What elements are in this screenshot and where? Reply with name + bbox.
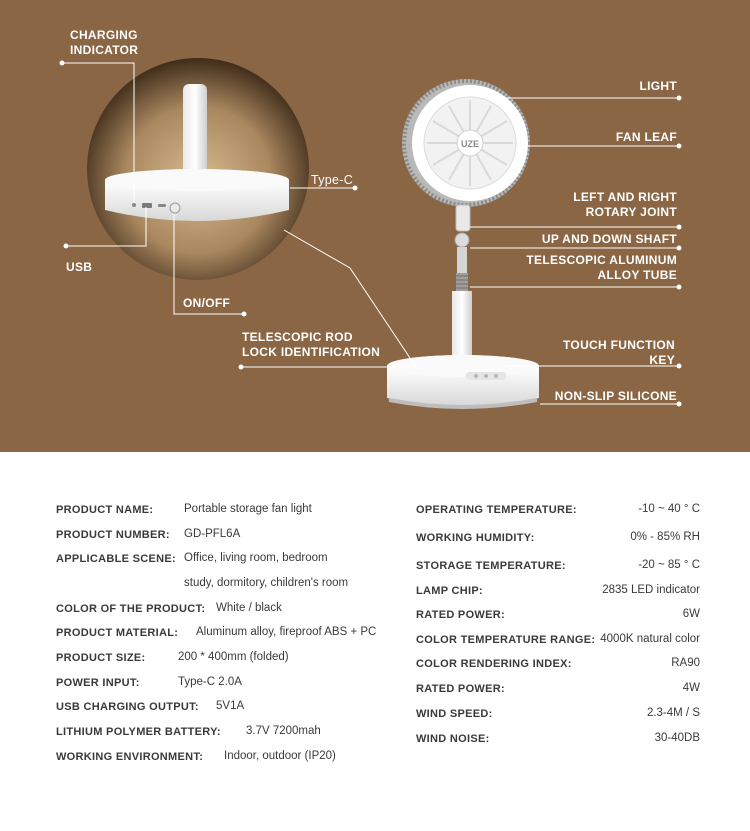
callout-rotary-joint: LEFT AND RIGHT ROTARY JOINT bbox=[573, 190, 677, 219]
spec-label: USB CHARGING OUTPUT: bbox=[56, 701, 199, 713]
power-button-icon bbox=[170, 203, 180, 213]
callout-light: LIGHT bbox=[639, 79, 677, 93]
spec-value: 4000K natural color bbox=[600, 633, 700, 645]
spec-label: RATED POWER: bbox=[416, 609, 505, 621]
rotary-joint bbox=[455, 233, 469, 247]
spec-value: Aluminum alloy, fireproof ABS + PC bbox=[196, 626, 377, 638]
callout-fan-leaf: FAN LEAF bbox=[615, 130, 677, 144]
spec-label: COLOR RENDERING INDEX: bbox=[416, 658, 572, 670]
spec-value: Type-C 2.0A bbox=[178, 676, 242, 688]
spec-label: PRODUCT SIZE: bbox=[56, 652, 146, 664]
spec-label: PRODUCT NUMBER: bbox=[56, 529, 170, 541]
spec-value: 30-40DB bbox=[654, 732, 700, 744]
spec-value: 2835 LED indicator bbox=[602, 584, 700, 596]
spec-value: Indoor, outdoor (IP20) bbox=[224, 750, 336, 762]
spec-label: WIND NOISE: bbox=[416, 733, 490, 745]
spec-label: STORAGE TEMPERATURE: bbox=[416, 560, 566, 572]
spec-table bbox=[0, 452, 750, 831]
callout-up-down-shaft: UP AND DOWN SHAFT bbox=[541, 232, 677, 246]
spec-label: WORKING ENVIRONMENT: bbox=[56, 751, 204, 763]
spec-value: GD-PFL6A bbox=[184, 528, 241, 540]
spec-label: POWER INPUT: bbox=[56, 677, 140, 689]
spec-label: APPLICABLE SCENE: bbox=[56, 553, 176, 565]
spec-label: PRODUCT MATERIAL: bbox=[56, 627, 179, 639]
spec-label: COLOR TEMPERATURE RANGE: bbox=[416, 634, 596, 646]
callout-non-slip: NON-SLIP SILICONE bbox=[554, 389, 677, 403]
spec-value: -20 ~ 85 ° C bbox=[638, 559, 700, 571]
spec-value: Portable storage fan light bbox=[184, 503, 312, 515]
spec-value: 2.3-4M / S bbox=[646, 707, 700, 719]
callout-touch-key: TOUCH FUNCTION KEY bbox=[563, 338, 675, 367]
spec-label: PRODUCT NAME: bbox=[56, 504, 154, 516]
usb-port-icon bbox=[142, 203, 152, 208]
callout-charging-indicator: CHARGING INDICATOR bbox=[70, 28, 139, 57]
spec-value-continued: study, dormitory, children's room bbox=[184, 577, 349, 589]
spec-value: 200 * 400mm (folded) bbox=[178, 651, 289, 663]
spec-label: WIND SPEED: bbox=[416, 708, 493, 720]
spec-label: LITHIUM POLYMER BATTERY: bbox=[56, 726, 221, 738]
closeup-pole bbox=[183, 84, 207, 184]
spec-value: RA90 bbox=[671, 657, 700, 669]
spec-value: White / black bbox=[216, 602, 282, 614]
spec-label: WORKING HUMIDITY: bbox=[416, 532, 535, 544]
spec-value: 3.7V 7200mah bbox=[246, 725, 321, 737]
callout-type-c: Type-C bbox=[311, 173, 354, 187]
callout-aluminum-tube: TELESCOPIC ALUMINUM ALLOY TUBE bbox=[526, 253, 677, 282]
spec-value: 0% - 85% RH bbox=[630, 531, 700, 543]
spec-value: 6W bbox=[682, 608, 700, 620]
spec-label: RATED POWER: bbox=[416, 683, 505, 695]
spec-label: COLOR OF THE PRODUCT: bbox=[56, 603, 206, 615]
callout-on-off: ON/OFF bbox=[183, 296, 231, 310]
spec-label: LAMP CHIP: bbox=[416, 585, 483, 597]
spec-value: -10 ~ 40 ° C bbox=[638, 503, 700, 515]
callout-telescopic-rod: TELESCOPIC ROD LOCK IDENTIFICATION bbox=[242, 330, 381, 359]
spec-value: 5V1A bbox=[216, 700, 245, 712]
spec-value: Office, living room, bedroom bbox=[184, 552, 328, 564]
callout-usb: USB bbox=[66, 260, 93, 274]
spec-value: 4W bbox=[682, 682, 700, 694]
brand-logo: UZE bbox=[461, 139, 479, 149]
spec-label: OPERATING TEMPERATURE: bbox=[416, 504, 577, 516]
